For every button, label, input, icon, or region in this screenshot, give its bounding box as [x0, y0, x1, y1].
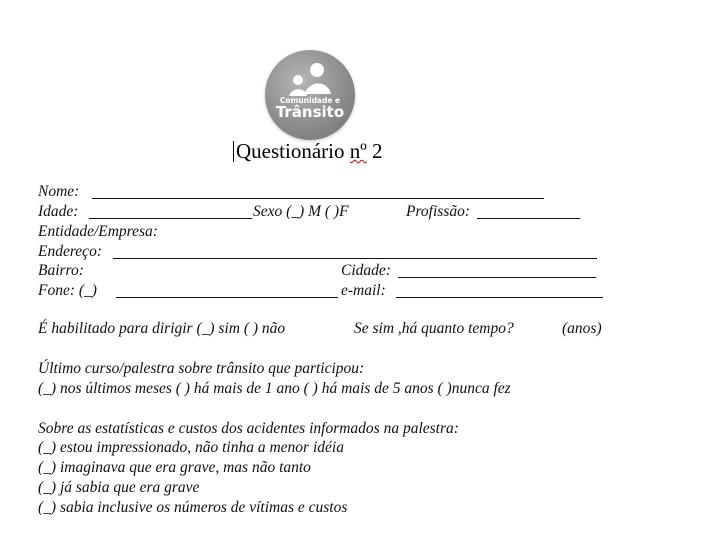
label-fone: Fone: (_)	[38, 282, 97, 299]
label-profissao: Profissão:	[406, 203, 471, 220]
text-cursor	[233, 141, 234, 162]
option-estatisticas-2[interactable]: (_) imaginava que era grave, mas não tanto	[38, 459, 311, 476]
option-estatisticas-1[interactable]: (_) estou impressionado, não tinha a menor idéia	[38, 439, 344, 456]
title-number: 2	[366, 139, 383, 163]
logo-text-small: Comunidade e	[279, 96, 341, 105]
label-endereco: Endereço:	[38, 243, 102, 260]
label-nome: Nome:	[38, 183, 80, 200]
label-idade: Idade:	[38, 203, 79, 220]
label-entidade: Entidade/Empresa:	[38, 223, 158, 240]
question-tempo: Se sim ,há quanto tempo?	[354, 320, 514, 337]
options-curso[interactable]: (_) nos últimos meses ( ) há mais de 1 ano ( ) há mais de 5 anos ( )nunca fez	[38, 380, 511, 397]
option-estatisticas-4[interactable]: (_) sabia inclusive os números de vítimas e custos	[38, 499, 348, 516]
field-profissao[interactable]	[477, 218, 580, 219]
people-icon	[265, 50, 355, 140]
question-estatisticas: Sobre as estatísticas e custos dos acidentes informados na palestra:	[38, 420, 459, 437]
label-anos: (anos)	[562, 320, 602, 337]
field-endereco[interactable]	[113, 258, 597, 259]
logo-text-large: Trânsito	[275, 103, 345, 121]
field-fone[interactable]	[116, 297, 338, 298]
question-curso: Último curso/palestra sobre trânsito que participou:	[38, 360, 365, 377]
page-title	[233, 139, 383, 164]
field-idade[interactable]	[89, 218, 252, 219]
field-nome[interactable]	[92, 198, 544, 199]
label-email: e-mail:	[341, 282, 386, 299]
field-cidade[interactable]	[398, 277, 596, 278]
label-cidade: Cidade:	[341, 262, 391, 279]
label-bairro: Bairro:	[38, 262, 84, 279]
option-estatisticas-3[interactable]: (_) já sabia que era grave	[38, 479, 200, 496]
comunidade-e-transito-logo	[265, 50, 355, 140]
field-email[interactable]	[396, 297, 603, 298]
title-prefix: Questionário	[236, 139, 350, 163]
question-habilitado: É habilitado para dirigir (_) sim ( ) não	[38, 320, 286, 337]
label-sexo: Sexo (_) M ( )F	[253, 203, 349, 220]
title-ordinal: nº	[349, 139, 367, 163]
